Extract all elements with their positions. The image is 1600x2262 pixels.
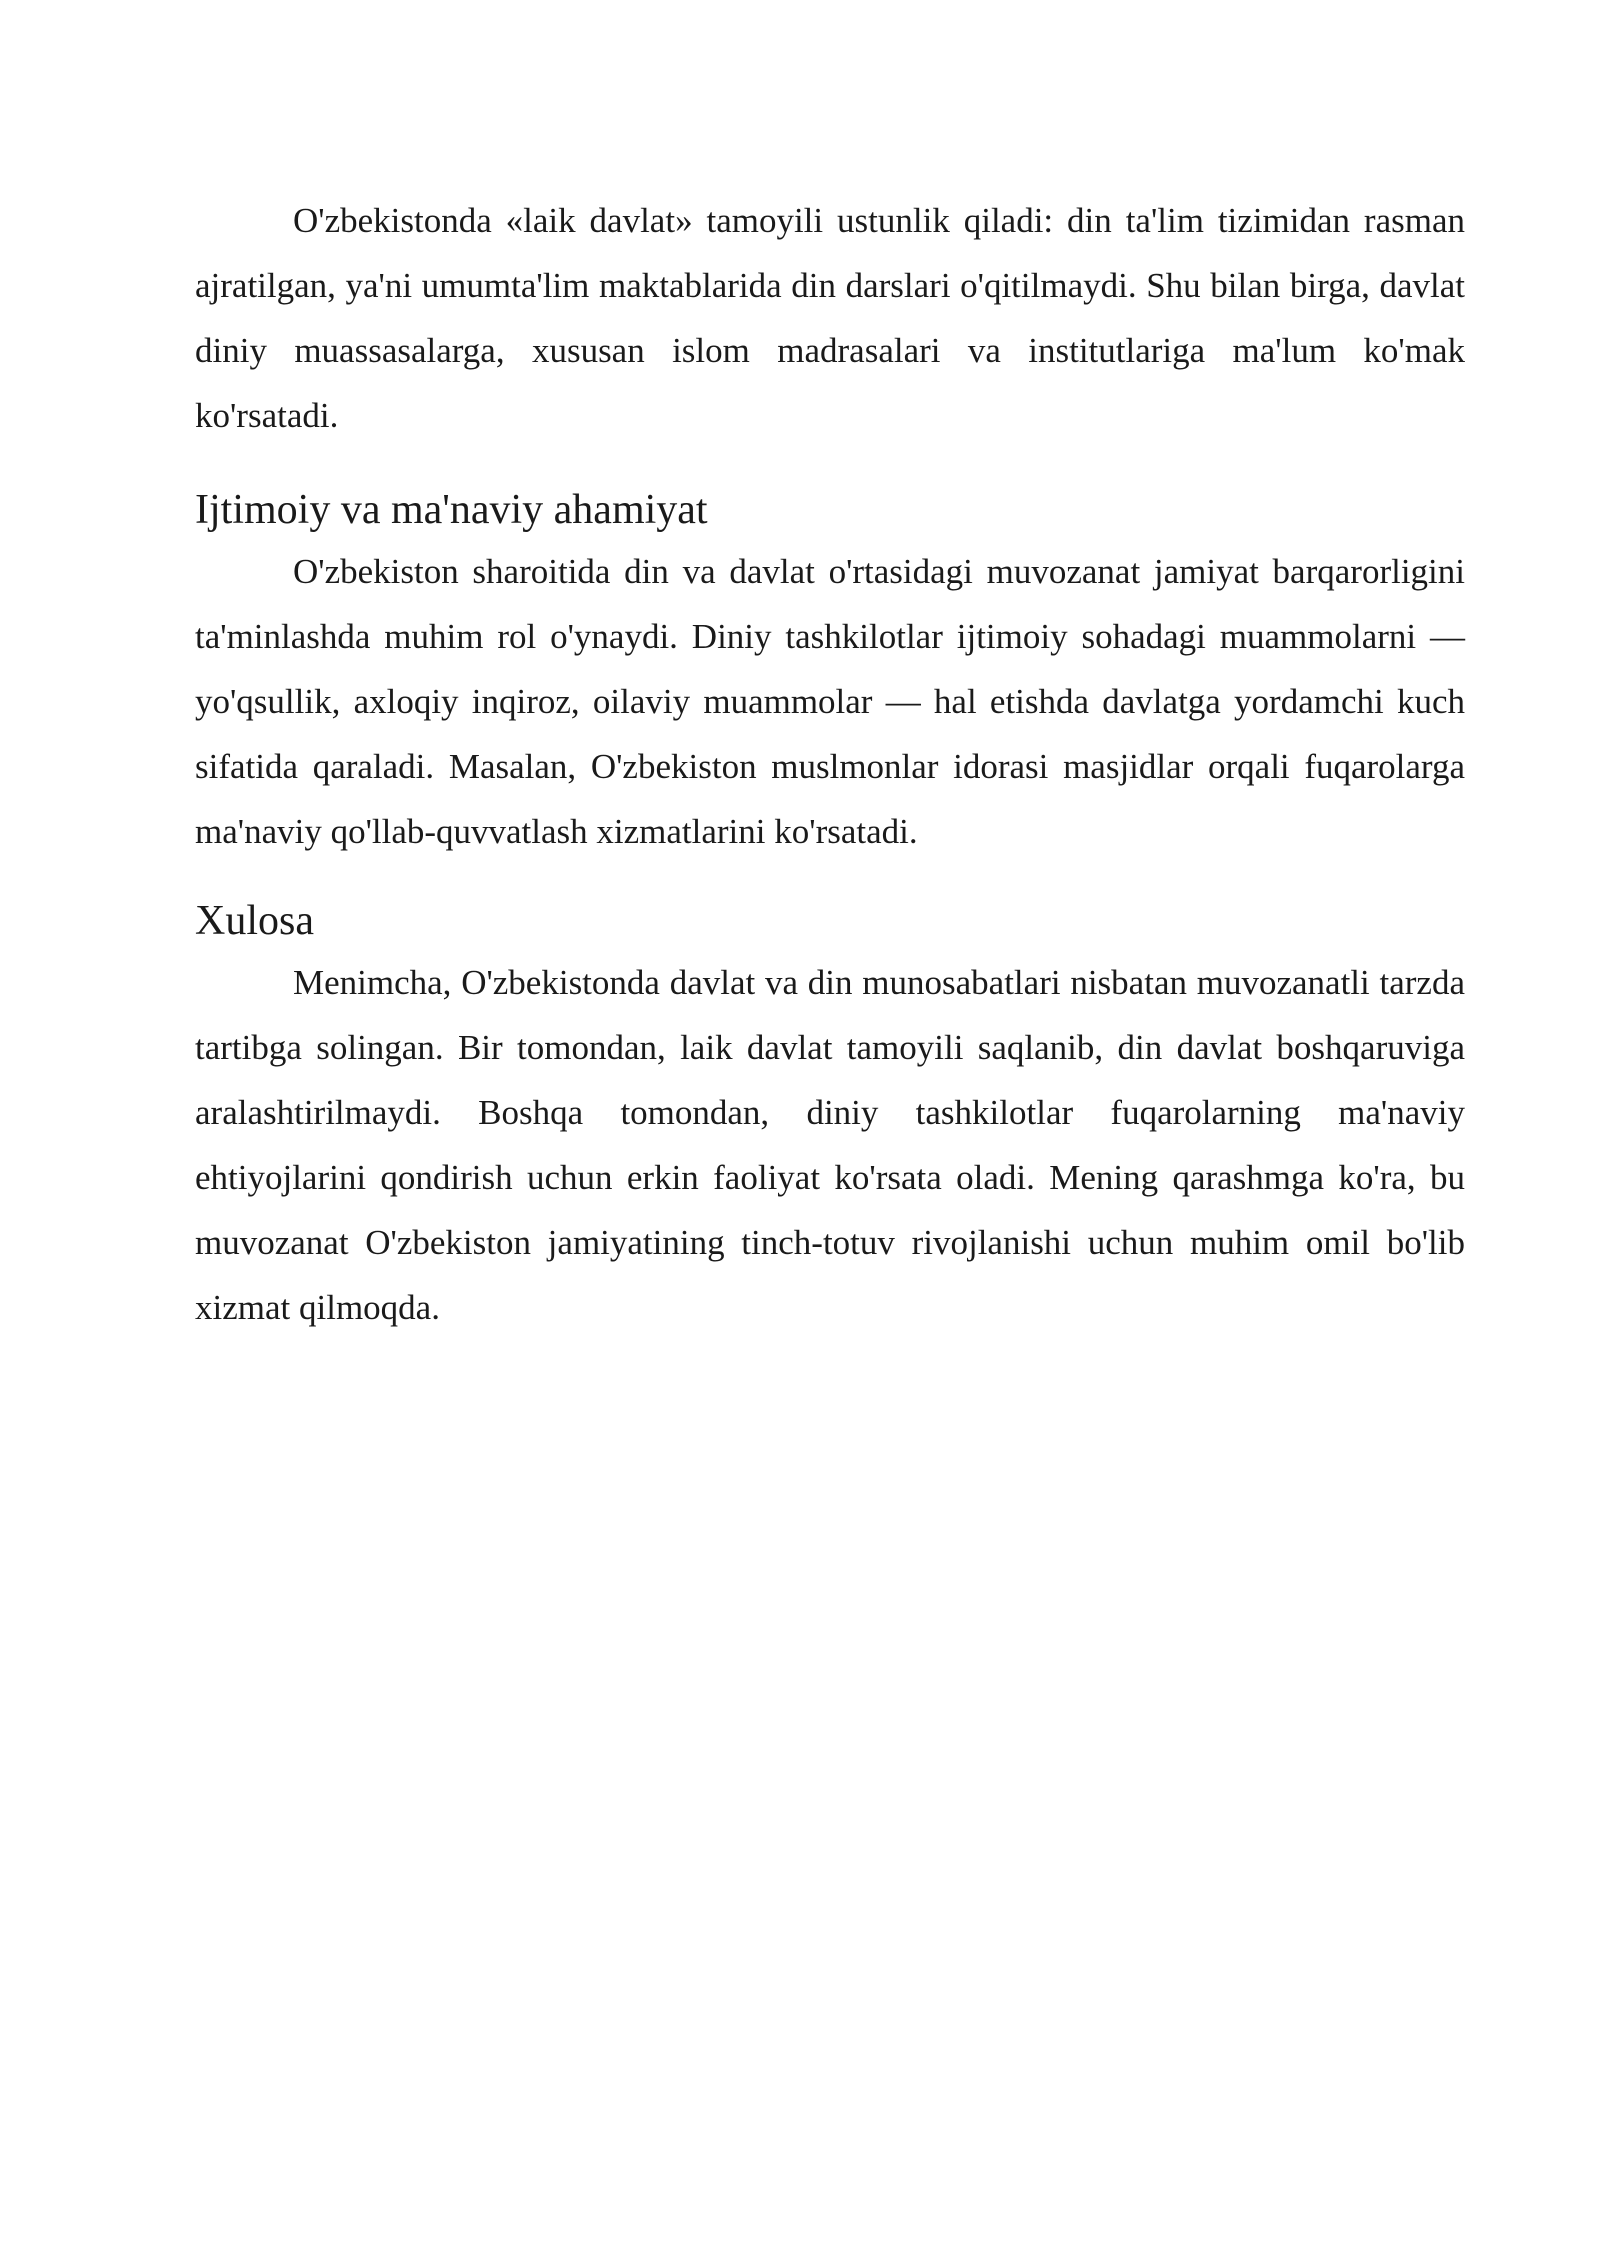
section-paragraph-conclusion: Menimcha, O'zbekistonda davlat va din munosabatlari nisbatan muvozanatli tarzda tartibga solingan. Bir tomondan, laik davlat tamoyili saqlanib, din davlat boshqaruviga aralashtirilmaydi. Boshqa tomondan, diniy tashkilotlar fuqarolarning ma'naviy ehtiyojlarini qondirish uchun erkin faoliyat ko'rsata oladi. Mening qarashmga ko'ra, bu muvozanat O'zbekiston jamiyatining tinch-totuv rivojlanishi uchun muhim omil bo'lib xizmat qilmoqda. — [195, 963, 1465, 1327]
section-heading-conclusion: Xulosa — [195, 898, 314, 944]
section-heading-social-spiritual: Ijtimoiy va ma'naviy ahamiyat — [195, 487, 708, 533]
document-body — [195, 188, 1465, 1340]
intro-paragraph: O'zbekistonda «laik davlat» tamoyili ustunlik qiladi: din ta'lim tizimidan rasman ajratilgan, ya'ni umumta'lim maktablarida din darslari o'qitilmaydi. Shu bilan birga, davlat diniy muassasalarga, xususan islom madrasalari va institutlariga ma'lum ko'mak ko'rsatadi. — [195, 201, 1465, 435]
section-paragraph-social-spiritual: O'zbekiston sharoitida din va davlat o'rtasidagi muvozanat jamiyat barqarorligini ta'minlashda muhim rol o'ynaydi. Diniy tashkilotlar ijtimoiy sohadagi muammolarni — yo'qsullik, axloqiy inqiroz, oilaviy muammolar — hal etishda davlatga yordamchi kuch sifatida qaraladi. Masalan, O'zbekiston muslmonlar idorasi masjidlar orqali fuqarolarga ma'naviy qo'llab-quvvatlash xizmatlarini ko'rsatadi. — [195, 552, 1465, 851]
